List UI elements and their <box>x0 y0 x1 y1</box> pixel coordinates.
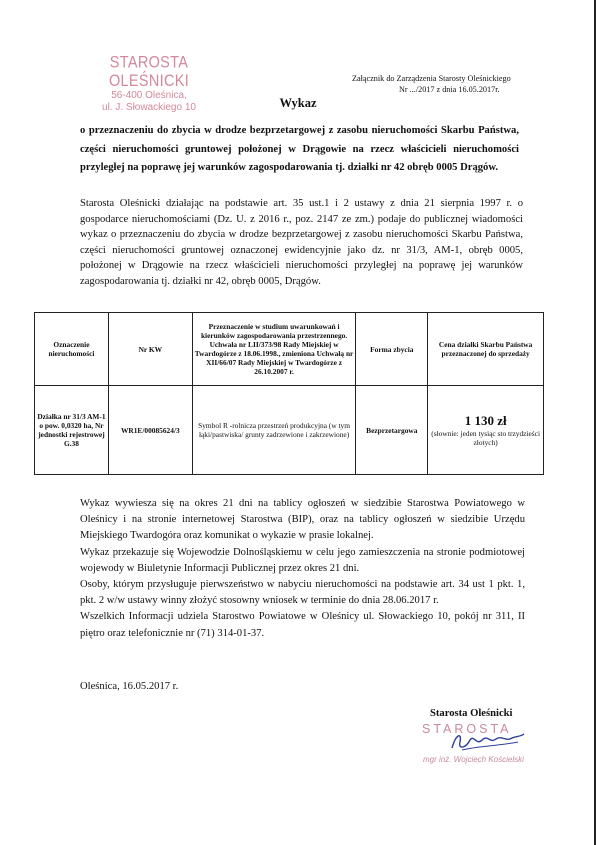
signatory-title: Starosta Oleśnicki <box>430 708 513 719</box>
body-paragraph-1: Wykaz wywiesza się na okres 21 dni na tablicy ogłoszeń w siedzibie Starostwa Powiatowego w Oleśnicy i na stronie internetowej Starostwa (BIP), oraz na tablicy ogłoszeń w siedzibie Urzędu Miejskiego Twardogóra oraz komunikat o wykazie w prasie lokalnej. <box>80 498 525 542</box>
document-title: Wykaz <box>279 96 317 110</box>
header-przeznaczenie: Przeznaczenie w studium uwarunkowań i kierunków zagospodarowania przestrzennego. Uchwała nr LII/373/98 Rady Miejskiej w Twardogórze z 18.06.1998., zmieniona Uchwałą nr XII/66/07 Rady Miejskiej w Twardogórze z 26.10.2007 r. <box>192 313 356 386</box>
intro-paragraph: Starosta Oleśnicki działając na podstawie art. 35 ust.1 i 2 ustawy z dnia 21 sierpnia 1997 r. o gospodarce nieruchomościami (Dz. U. z 2016 r., poz. 2147 ze zm.) podaje do publicznej wiadomości wykaz o przeznaczeniu do zbycia w drodze bezprzetargowej z zasobu nieruchomości Skarbu Państwa, części nieruchomości gruntowej oznaczonej ewidencyjnie jako dz. nr 31/3, AM-1, obręb 0005, położonej w Drągowie na rzecz właścicieli nieruchomości przyległej na poprawę jej warunków zagospodarowania tj. działki nr 42, obręb 0005, Drągów. <box>80 198 523 287</box>
stamp-line-1: STAROSTA OLEŚNICKI <box>108 53 190 91</box>
stamp-line-3: ul. J. Słowackiego 10 <box>102 102 196 113</box>
cell-przeznaczenie: Symbol R -rolnicza przestrzeń produkcyjna (w tym łąki/pastwiska/ grunty zadrzewione i zakrzewione) <box>192 386 356 475</box>
table-header-row <box>35 313 544 386</box>
cell-nr-kw: WR1E/00085624/3 <box>108 386 192 475</box>
signature-stamp: STAROSTA <box>422 722 512 736</box>
cell-cena <box>428 386 544 475</box>
annex-line-2: Nr .../2017 z dnia 16.05.2017r. <box>399 85 500 94</box>
body-paragraph-2: Wykaz przekazuje się Wojewodzie Dolnośląskiemu w celu jego zamieszczenia na stronie podmiotowej wojewody w Biuletynie Informacji Publicznej przez okres 21 dni. <box>80 546 525 574</box>
body-text <box>80 496 525 642</box>
property-table <box>34 312 544 475</box>
price-words: (słownie: jeden tysiąc sto trzydzieści złotych) <box>431 429 541 447</box>
header-cena: Cena działki Skarbu Państwa przeznaczonej do sprzedaży <box>428 313 544 386</box>
price-value: 1 130 zł <box>464 413 507 428</box>
annex-line-1: Załącznik do Zarządzenia Starosty Oleśnickiego <box>352 74 511 83</box>
cell-forma-zbycia: Bezprzetargowa <box>356 386 428 475</box>
table-row <box>35 386 544 475</box>
annex-note <box>352 73 552 95</box>
stamp-line-2: 56-400 Oleśnica, <box>111 90 187 101</box>
header-forma-zbycia: Forma zbycia <box>356 313 428 386</box>
cell-oznaczenie: Działka nr 31/3 AM-1 o pow. 0,0320 ha, Nr jednostki rejestrowej G.38 <box>35 386 109 475</box>
date-place: Oleśnica, 16.05.2017 r. <box>80 681 179 692</box>
header-oznaczenie: Oznaczenie nieruchomości <box>35 313 109 386</box>
body-paragraph-4: Wszelkich Informacji udziela Starostwo Powiatowe w Oleśnicy ul. Słowackiego 10, pokój nr 311, II piętro oraz telefonicznie nr (71) 314-01-37. <box>80 611 525 639</box>
signatory-name: mgr inż. Wojciech Kościelski <box>423 755 524 764</box>
body-paragraph-3: Osoby, którym przysługuje pierwszeństwo w nabyciu nieruchomości na podstawie art. 34 ust 1 pkt. 1, pkt. 2 w/w ustawy winny złożyć stosowny wniosek w terminie do dnia 28.06.2017 r. <box>80 579 525 607</box>
handwritten-signature <box>448 728 528 754</box>
document-subtitle: o przeznaczeniu do zbycia w drodze bezprzetargowej z zasobu nieruchomości Skarbu Państwa, części nieruchomości gruntowej położonej w Drągowie na rzecz właścicieli nieruchomości przyległej na poprawę jej warunków zagospodarowania tj. działki nr 42 obręb 0005 Drągów. <box>80 125 519 173</box>
header-nr-kw: Nr KW <box>108 313 192 386</box>
